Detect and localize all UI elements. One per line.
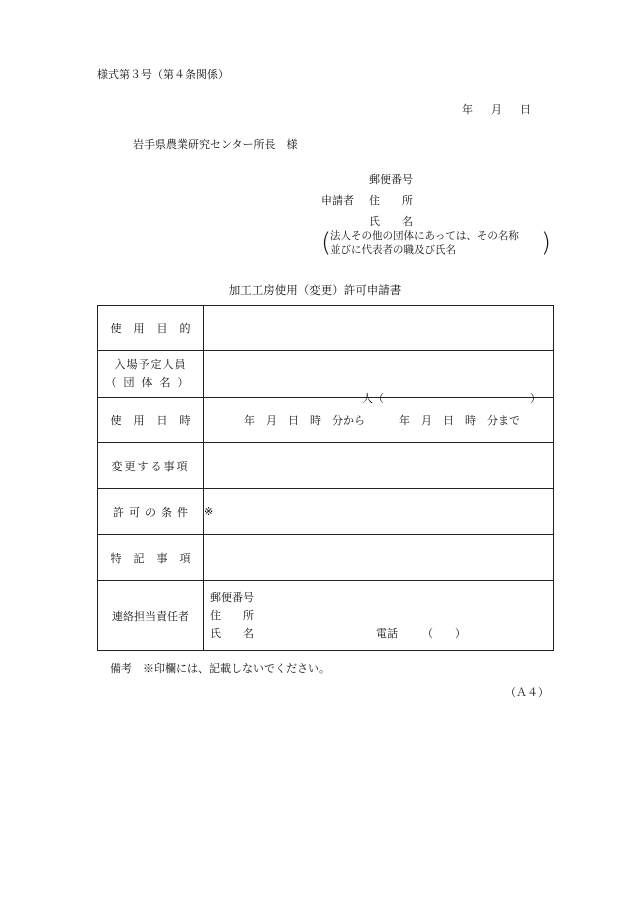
datetime-label-cell: [98, 398, 204, 443]
group-name-label: （団体名）: [105, 376, 196, 389]
applicant-postal-label: 郵便番号: [369, 173, 413, 186]
purpose-label: 使用目的: [110, 322, 203, 335]
special-label-cell: [98, 535, 204, 581]
date-day: 日: [520, 103, 531, 116]
paper-size: （Ａ４）: [505, 686, 549, 699]
applicant-note: [321, 228, 551, 259]
conditions-field: [204, 489, 554, 535]
table-row-special: [98, 535, 554, 581]
purpose-field[interactable]: [204, 306, 554, 351]
people-label-cell: [98, 351, 204, 398]
conditions-label: 許可の条件: [113, 505, 193, 519]
conditions-mark: ※: [204, 505, 214, 518]
datetime-label: 使用日時: [110, 414, 203, 427]
note-close-paren: ): [540, 228, 551, 258]
special-label: 特記事項: [110, 551, 203, 565]
application-table: [97, 305, 554, 651]
table-row-contact: [98, 581, 554, 651]
applicant-name-label: 氏 名: [369, 215, 413, 228]
contact-label-cell: [98, 581, 204, 651]
people-field[interactable]: [204, 351, 554, 405]
conditions-label-cell: [98, 489, 204, 535]
note-line-2: 並びに代表者の職及び氏名: [330, 244, 456, 256]
date-line: [462, 101, 531, 117]
special-field[interactable]: [204, 535, 554, 581]
table-row-purpose: [98, 306, 554, 351]
remark: 備考 ※印欄には、記載しないでください。: [110, 662, 330, 675]
contact-name-label: 氏 名: [210, 626, 254, 640]
contact-label: 連絡担当責任者: [112, 609, 189, 623]
change-label: 変更する事項: [111, 459, 190, 473]
contact-field[interactable]: [204, 581, 554, 651]
date-year: 年: [462, 103, 473, 116]
contact-address-label: 住 所: [210, 608, 254, 622]
form-number: 様式第３号（第４条関係）: [97, 68, 229, 81]
table-row-conditions: [98, 489, 554, 535]
change-label-cell: [98, 443, 204, 489]
contact-phone-label: 電話: [376, 626, 398, 640]
table-row-datetime: [98, 398, 554, 443]
contact-address-line: [210, 607, 553, 625]
people-label: 入場予定人員: [114, 358, 187, 371]
people-unit: 人（: [362, 392, 384, 405]
contact-phone-paren: （ ）: [422, 626, 466, 640]
date-month: 月: [491, 103, 502, 116]
applicant-label: 申請者: [321, 194, 354, 207]
table-row-people: [98, 351, 554, 398]
table-row-change: [98, 443, 554, 489]
note-line-1: 法人その他の団体にあっては、その名称: [330, 230, 519, 242]
change-field[interactable]: [204, 443, 554, 489]
purpose-label-cell: [98, 306, 204, 351]
applicant-address-label: 住 所: [369, 194, 413, 207]
contact-name-line: [210, 625, 553, 643]
addressee: 岩手県農業研究センター所長 様: [133, 138, 298, 151]
contact-postal-line: [210, 589, 553, 607]
document-title: 加工工房使用（変更）許可申請書: [228, 283, 402, 297]
note-open-paren: (: [321, 228, 332, 258]
datetime-from: 年 月 日 時 分から: [244, 414, 365, 427]
contact-postal-label: 郵便番号: [210, 590, 254, 604]
people-close-paren: ）: [530, 392, 541, 405]
datetime-to: 年 月 日 時 分まで: [399, 414, 520, 427]
